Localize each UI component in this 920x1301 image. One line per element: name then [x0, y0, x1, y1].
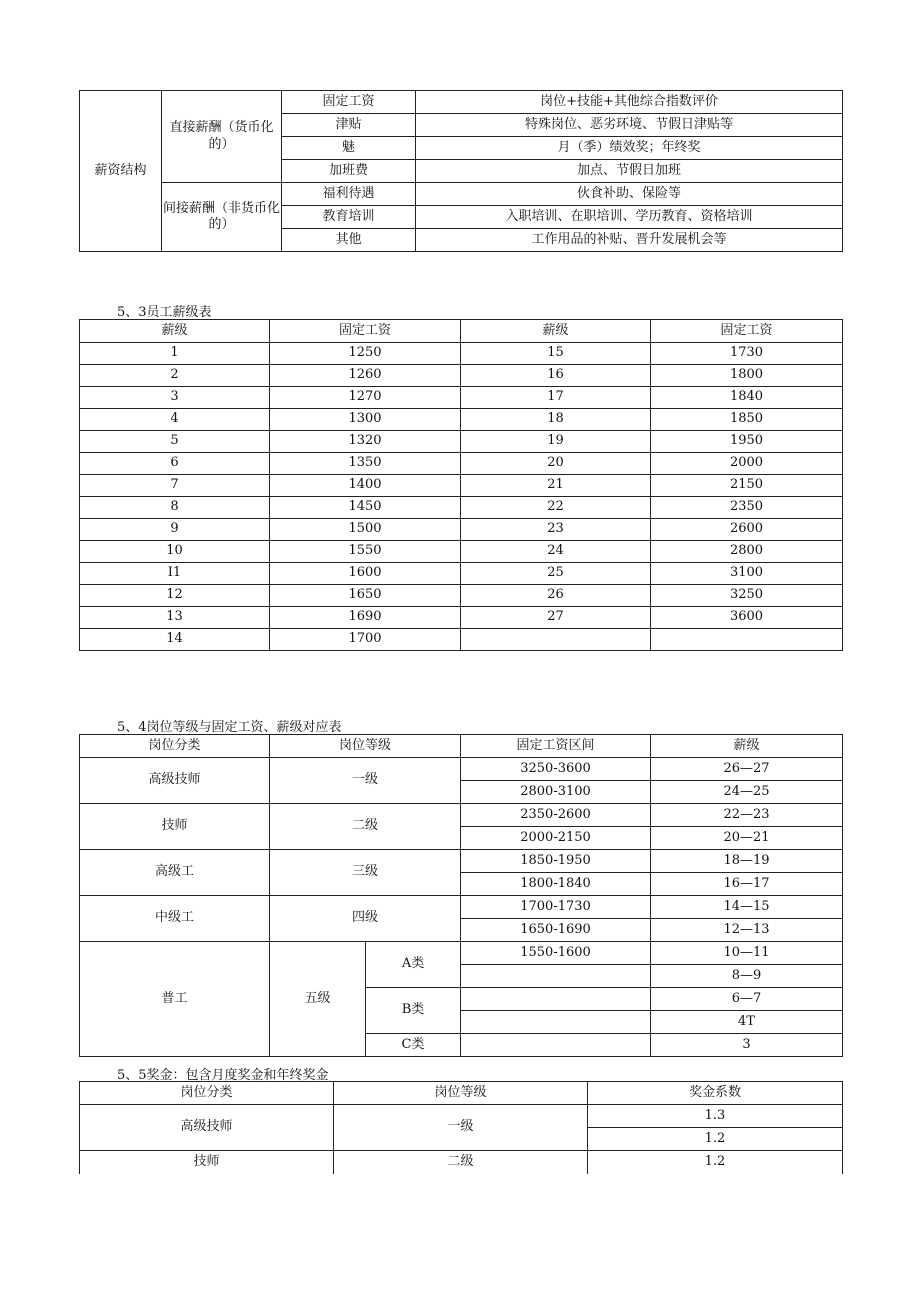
salary-cell: 1700 — [270, 629, 461, 651]
grade-cell: 5 — [80, 431, 270, 453]
grade-cell: 15 — [461, 343, 651, 365]
salary-cell: 1260 — [270, 365, 461, 387]
pay-desc: 入职培训、在职培训、学历教育、资格培训 — [416, 206, 843, 229]
grade-cell: 10 — [80, 541, 270, 563]
grade-table-caption: 5、3员工薪级表 — [117, 305, 212, 320]
header-cell: 岗位分类 — [80, 735, 270, 758]
grade-cell: 9 — [80, 519, 270, 541]
salary-cell: 1320 — [270, 431, 461, 453]
level-cell: 四级 — [270, 896, 461, 942]
bonus-table-caption: 5、5奖金：包含月度奖金和年终奖金 — [117, 1068, 329, 1083]
salary-cell: 2350 — [651, 497, 843, 519]
salary-cell: 1730 — [651, 343, 843, 365]
grade-range-cell: 3 — [651, 1034, 843, 1057]
grade-range-cell: 22—23 — [651, 804, 843, 827]
salary-cell: 2600 — [651, 519, 843, 541]
grade-range-cell: 4T — [651, 1011, 843, 1034]
salary-range-cell: 1550-1600 — [461, 942, 651, 965]
salary-range-cell: 3250-3600 — [461, 758, 651, 781]
grade-cell: 6 — [80, 453, 270, 475]
salary-range-cell: 1700-1730 — [461, 896, 651, 919]
salary-cell: 1600 — [270, 563, 461, 585]
salary-structure-label: 薪资结构 — [80, 91, 162, 252]
position-table — [79, 734, 843, 1057]
grade-table — [79, 319, 843, 651]
salary-cell: 1250 — [270, 343, 461, 365]
header-cell: 奖金系数 — [588, 1082, 843, 1105]
salary-cell: 1690 — [270, 607, 461, 629]
grade-cell: 25 — [461, 563, 651, 585]
grade-range-cell: 10—11 — [651, 942, 843, 965]
pay-desc: 特殊岗位、恶劣环境、节假日津贴等 — [416, 114, 843, 137]
salary-range-cell: 2350-2600 — [461, 804, 651, 827]
header-cell: 固定工资区间 — [461, 735, 651, 758]
table-row — [80, 409, 843, 431]
pay-item: 教育培训 — [282, 206, 416, 229]
salary-range-cell — [461, 965, 651, 988]
pay-desc: 岗位+技能+其他综合指数评价 — [416, 91, 843, 114]
indirect-pay-label: 间接薪酬（非货币化的） — [162, 183, 282, 252]
grade-cell: 12 — [80, 585, 270, 607]
grade-range-cell: 14—15 — [651, 896, 843, 919]
pay-item: 固定工资 — [282, 91, 416, 114]
table-row — [80, 453, 843, 475]
pay-item: 魅 — [282, 137, 416, 160]
grade-cell: 14 — [80, 629, 270, 651]
salary-cell: 1650 — [270, 585, 461, 607]
salary-cell: 2150 — [651, 475, 843, 497]
grade-cell: 7 — [80, 475, 270, 497]
level-cell: 五级 — [270, 942, 366, 1057]
salary-cell: 1450 — [270, 497, 461, 519]
pay-desc: 工作用品的补贴、晋升发展机会等 — [416, 229, 843, 252]
grade-cell: 16 — [461, 365, 651, 387]
table-row — [80, 343, 843, 365]
grade-range-cell: 12—13 — [651, 919, 843, 942]
category-cell: 普工 — [80, 942, 270, 1057]
grade-cell: I1 — [80, 563, 270, 585]
grade-cell: 17 — [461, 387, 651, 409]
salary-cell: 1300 — [270, 409, 461, 431]
table-row — [80, 475, 843, 497]
level-cell: 一级 — [270, 758, 461, 804]
grade-cell: 26 — [461, 585, 651, 607]
salary-range-cell — [461, 988, 651, 1011]
grade-cell: 2 — [80, 365, 270, 387]
salary-cell: 1400 — [270, 475, 461, 497]
level-cell: 三级 — [270, 850, 461, 896]
grade-range-cell: 16—17 — [651, 873, 843, 896]
salary-cell — [651, 629, 843, 651]
category-cell: 高级工 — [80, 850, 270, 896]
level-cell: 二级 — [334, 1151, 588, 1174]
position-table-caption: 5、4岗位等级与固定工资、薪级对应表 — [117, 720, 342, 735]
grade-cell: 8 — [80, 497, 270, 519]
bonus-coefficient-cell: 1.3 — [588, 1105, 843, 1128]
pay-item: 福利待遇 — [282, 183, 416, 206]
header-cell: 薪级 — [461, 320, 651, 343]
salary-range-cell: 2800-3100 — [461, 781, 651, 804]
table-row — [80, 519, 843, 541]
salary-range-cell: 1650-1690 — [461, 919, 651, 942]
salary-cell: 1950 — [651, 431, 843, 453]
salary-cell: 2800 — [651, 541, 843, 563]
grade-range-cell: 20—21 — [651, 827, 843, 850]
table-row — [80, 387, 843, 409]
salary-cell: 1550 — [270, 541, 461, 563]
grade-cell: 21 — [461, 475, 651, 497]
grade-cell: 22 — [461, 497, 651, 519]
bonus-table — [79, 1081, 843, 1174]
grade-cell: 3 — [80, 387, 270, 409]
salary-range-cell — [461, 1011, 651, 1034]
pay-item: 其他 — [282, 229, 416, 252]
header-cell: 固定工资 — [270, 320, 461, 343]
direct-pay-label: 直接薪酬（货币化的） — [162, 91, 282, 183]
class-a-cell: A类 — [366, 942, 461, 988]
grade-cell: 18 — [461, 409, 651, 431]
salary-cell: 1800 — [651, 365, 843, 387]
level-cell: 二级 — [270, 804, 461, 850]
category-cell: 高级技师 — [80, 758, 270, 804]
table-row — [80, 629, 843, 651]
salary-range-cell: 2000-2150 — [461, 827, 651, 850]
grade-cell: 4 — [80, 409, 270, 431]
table-row — [80, 497, 843, 519]
pay-desc: 月（季）绩效奖；年终奖 — [416, 137, 843, 160]
bonus-coefficient-cell: 1.2 — [588, 1128, 843, 1151]
grade-cell: 24 — [461, 541, 651, 563]
header-cell: 固定工资 — [651, 320, 843, 343]
category-cell: 技师 — [80, 804, 270, 850]
header-cell: 薪级 — [651, 735, 843, 758]
header-cell: 岗位等级 — [270, 735, 461, 758]
pay-desc: 伙食补助、保险等 — [416, 183, 843, 206]
grade-range-cell: 8—9 — [651, 965, 843, 988]
salary-cell: 1850 — [651, 409, 843, 431]
grade-cell: 20 — [461, 453, 651, 475]
salary-cell: 1500 — [270, 519, 461, 541]
category-cell: 高级技师 — [80, 1105, 334, 1151]
level-cell: 一级 — [334, 1105, 588, 1151]
table-row — [80, 607, 843, 629]
grade-cell: 27 — [461, 607, 651, 629]
grade-cell — [461, 629, 651, 651]
category-cell: 技师 — [80, 1151, 334, 1174]
table-row — [80, 541, 843, 563]
bonus-coefficient-cell: 1.2 — [588, 1151, 843, 1174]
salary-cell: 3600 — [651, 607, 843, 629]
grade-range-cell: 24—25 — [651, 781, 843, 804]
class-b-cell: B类 — [366, 988, 461, 1034]
table-row — [80, 585, 843, 607]
category-cell: 中级工 — [80, 896, 270, 942]
pay-item: 津贴 — [282, 114, 416, 137]
table-row — [80, 563, 843, 585]
grade-range-cell: 6—7 — [651, 988, 843, 1011]
pay-desc: 加点、节假日加班 — [416, 160, 843, 183]
salary-cell: 1350 — [270, 453, 461, 475]
grade-range-cell: 26—27 — [651, 758, 843, 781]
salary-cell: 3250 — [651, 585, 843, 607]
header-cell: 薪级 — [80, 320, 270, 343]
salary-cell: 1270 — [270, 387, 461, 409]
table-row — [80, 431, 843, 453]
salary-cell: 3100 — [651, 563, 843, 585]
salary-structure-table — [79, 90, 843, 252]
header-cell: 岗位分类 — [80, 1082, 334, 1105]
header-cell: 岗位等级 — [334, 1082, 588, 1105]
salary-cell: 1840 — [651, 387, 843, 409]
salary-range-cell: 1850-1950 — [461, 850, 651, 873]
pay-item: 加班费 — [282, 160, 416, 183]
grade-cell: 19 — [461, 431, 651, 453]
table-row — [80, 365, 843, 387]
grade-cell: 13 — [80, 607, 270, 629]
grade-cell: 1 — [80, 343, 270, 365]
grade-cell: 23 — [461, 519, 651, 541]
grade-range-cell: 18—19 — [651, 850, 843, 873]
salary-range-cell — [461, 1034, 651, 1057]
salary-cell: 2000 — [651, 453, 843, 475]
class-c-cell: C类 — [366, 1034, 461, 1057]
grade-table-body — [80, 343, 843, 651]
salary-range-cell: 1800-1840 — [461, 873, 651, 896]
